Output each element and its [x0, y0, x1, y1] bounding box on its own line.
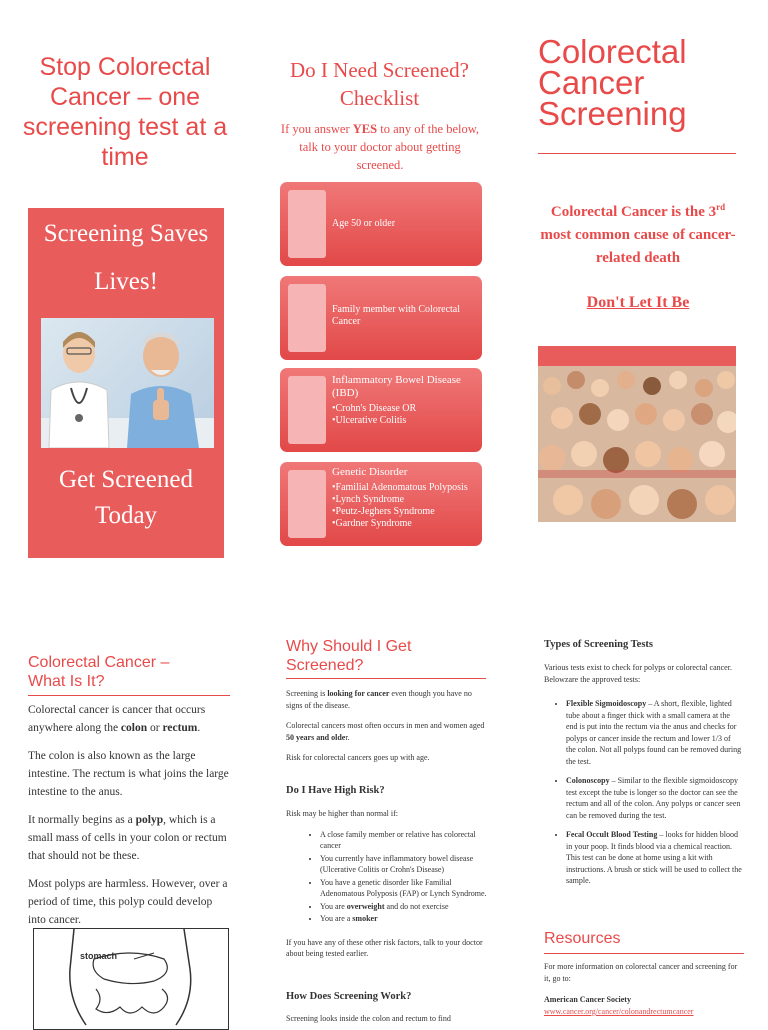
title-divider	[538, 153, 736, 154]
test-item	[566, 698, 742, 767]
checkbox-square[interactable]	[288, 284, 326, 352]
what-is-it-paragraph-4: Most polyps are harmless. However, over a period of time, this polyp could develop into cancer.	[28, 878, 228, 926]
why-screened-title	[286, 637, 486, 675]
p3-polyp: polyp	[135, 814, 164, 826]
test-name: Colonoscopy	[566, 776, 610, 785]
checkbox-square[interactable]	[288, 190, 326, 258]
p1-colon: colon	[120, 722, 148, 734]
resources-title: Resources	[544, 930, 621, 947]
tests-list	[544, 698, 742, 887]
test-desc: – Similar to the flexible sigmoidoscopy test except the tube is longer so the doctor can see the rectum and all of the colon. Any polyps or cancer seen can be removed during the test.	[566, 776, 741, 820]
checklist-item-label: Age 50 or older	[332, 218, 396, 229]
fact-after: most common cause of cancer-related death	[540, 227, 736, 266]
what-is-it-title	[28, 653, 228, 691]
checklist-sub-item: •Familial Adenomatous Polyposis	[332, 482, 468, 493]
risk-smoker-before: You are a	[320, 914, 353, 923]
box-line-4: Today	[94, 502, 158, 529]
risk-item: • A close family member or relative has colorectal cancer	[320, 829, 490, 852]
types-intro: Various tests exist to check for polyps or colorectal cancer. Belowzare the approved tests:	[544, 663, 732, 684]
why-screened-divider	[286, 678, 486, 679]
checklist-item-label: Inflammatory Bowel Disease (IBD)	[332, 374, 461, 399]
risk-closing: If you have any of these other risk factors, talk to your doctor about being tested earlier.	[286, 937, 483, 958]
p1-rectum: rectum	[162, 722, 198, 734]
photo-top-bar	[538, 346, 736, 366]
why-p1-after: even though you have no signs of the disease.	[286, 689, 472, 710]
test-desc: – A short, flexible, lighted tube about a finger thick with a small camera at the end is put into the rectum via the anus and checks for polyps or cancer inside the rectum and lower 1/3 of the colon. Not all polyps found can be removed during the test.	[566, 699, 742, 766]
high-risk-body	[286, 808, 490, 969]
crowd-photo	[538, 366, 736, 522]
why-p2-after: r.	[345, 732, 350, 742]
test-desc: – looks for hidden blood in your poop. It finds blood via a chemical reaction. This test can be done at home using a kit with instructions. A brush or stick will be used to collect the sample.	[566, 830, 742, 885]
p1-end: .	[197, 722, 201, 734]
box-line-2: Lives!	[94, 268, 158, 295]
brochure-title	[538, 33, 738, 132]
what-is-it-title-line-1: Colorectal Cancer –	[28, 654, 170, 671]
why-p1-bold: looking for cancer	[327, 689, 390, 698]
checklist-sub-item: •Lynch Syndrome	[332, 494, 405, 505]
intro-before: If you answer	[280, 122, 353, 136]
test-name: Flexible Sigmoidoscopy	[566, 699, 647, 708]
brochure-title-line-3: Screening	[538, 95, 687, 132]
what-is-it-body	[28, 701, 232, 939]
fact-before: Colorectal Cancer is the 3	[550, 204, 717, 220]
risk-list	[286, 829, 490, 925]
why-screened-title-line-2: Screened?	[286, 657, 364, 674]
org-name: American Cancer Society	[544, 995, 631, 1004]
doctor-patient-photo	[41, 318, 214, 448]
what-is-it-divider	[28, 695, 230, 696]
what-is-it-paragraph-3	[28, 811, 232, 865]
checklist-item-content	[332, 466, 478, 530]
test-item	[566, 775, 742, 821]
checklist-title-line-2: Checklist	[339, 86, 420, 110]
risk-weight-before: You are	[320, 901, 347, 911]
checklist-item-content	[332, 374, 472, 427]
how-screening-title: How Does Screening Work?	[286, 991, 412, 1002]
why-screened-body	[286, 688, 490, 773]
checklist-intro	[280, 120, 480, 174]
why-paragraph-3: Risk for colorectal cancers goes up with age.	[286, 753, 430, 762]
brochure-title-line-2: Cancer	[538, 64, 645, 101]
checkbox-square[interactable]	[288, 376, 326, 444]
checklist-sub-item: •Ulcerative Colitis	[332, 415, 407, 426]
tests-list-wrapper	[544, 698, 742, 895]
checklist-sub-item: •Crohn's Disease OR	[332, 403, 417, 414]
what-is-it-paragraph-2: The colon is also known as the large intestine. The rectum is what joins the large intestine to the anus.	[28, 750, 229, 798]
why-paragraph-1	[286, 688, 490, 711]
why-p2-bold: 50 years and olde	[286, 732, 346, 742]
stomach-label: stomach	[80, 951, 118, 961]
risk-item	[320, 913, 490, 925]
high-risk-title: Do I Have High Risk?	[286, 785, 385, 796]
digestive-system-diagram	[33, 928, 229, 1030]
p3-before: It normally begins as a	[28, 814, 136, 826]
what-is-it-title-line-2: What Is It?	[28, 673, 105, 690]
risk-item	[320, 901, 490, 913]
why-screened-title-line-1: Why Should I Get	[286, 638, 412, 655]
checklist-item-ibd[interactable]	[280, 368, 482, 452]
box-line-1: Screening Saves	[43, 220, 209, 247]
checklist-title-line-1: Do I Need Screened?	[290, 58, 469, 82]
p3-after: , which is a small mass of cells in your colon or rectum that should not be these.	[28, 814, 227, 862]
why-paragraph-2	[286, 720, 490, 743]
why-p1-before: Screening is	[286, 689, 328, 698]
risk-weight-after: and do not exercise	[384, 901, 449, 911]
high-risk-intro: Risk may be higher than normal if:	[286, 809, 398, 818]
risk-smoker-bold: smoker	[352, 914, 378, 923]
resources-text: For more information on colorectal cancer and screening for it, go to:	[544, 962, 738, 983]
checkbox-square[interactable]	[288, 470, 326, 538]
front-cover-title: Stop Colorectal Cancer – one screening test at a time	[22, 53, 228, 171]
intro-yes: YES	[352, 122, 378, 136]
checklist-sub-item: •Gardner Syndrome	[332, 518, 412, 529]
risk-item: • You have a genetic disorder like Familial Adenomatous Polyposis (FAP) or Lynch Syndrome.	[320, 877, 490, 900]
dont-let-it-be-link[interactable]: Don't Let It Be	[586, 294, 690, 311]
risk-item: • You currently have inflammatory bowel disease (Ulcerative Colitis or Crohn's Disease)	[320, 853, 490, 876]
checklist-title	[262, 56, 497, 112]
box-line-3: Get Screened	[59, 466, 193, 493]
types-title: Types of Screening Tests	[544, 639, 653, 650]
checklist-item-age[interactable]	[280, 182, 482, 266]
acs-link[interactable]: www.cancer.org/cancer/colonandrectumcancer	[544, 1007, 694, 1016]
intro-after: to any of the below, talk to your doctor about getting screened.	[299, 122, 480, 172]
test-name: Fecal Occult Blood Testing	[566, 830, 658, 839]
checklist-item-label: Family member with Colorectal Cancer	[332, 304, 461, 327]
why-p2-before: Colorectal cancers most often occurs in men and women aged	[286, 721, 485, 730]
cancer-fact	[534, 196, 742, 270]
test-item	[566, 829, 742, 887]
p1-before: Colorectal cancer is cancer that occurs anywhere along the	[28, 704, 206, 734]
risk-weight-bold: overweight	[346, 901, 385, 911]
checklist-sub-item: •Peutz-Jeghers Syndrome	[332, 506, 435, 517]
brochure-title-line-1: Colorectal	[538, 33, 687, 70]
how-screening-text: Screening looks inside the colon and rectum to find	[286, 1014, 451, 1023]
fact-sup: rd	[716, 202, 726, 212]
p1-or: or	[147, 722, 163, 734]
checklist-item-label: Genetic Disorder	[332, 466, 408, 478]
checklist-item-genetic[interactable]	[280, 462, 482, 546]
what-is-it-paragraph-1	[28, 701, 232, 737]
resources-divider	[544, 953, 744, 954]
checklist-item-family[interactable]	[280, 276, 482, 360]
